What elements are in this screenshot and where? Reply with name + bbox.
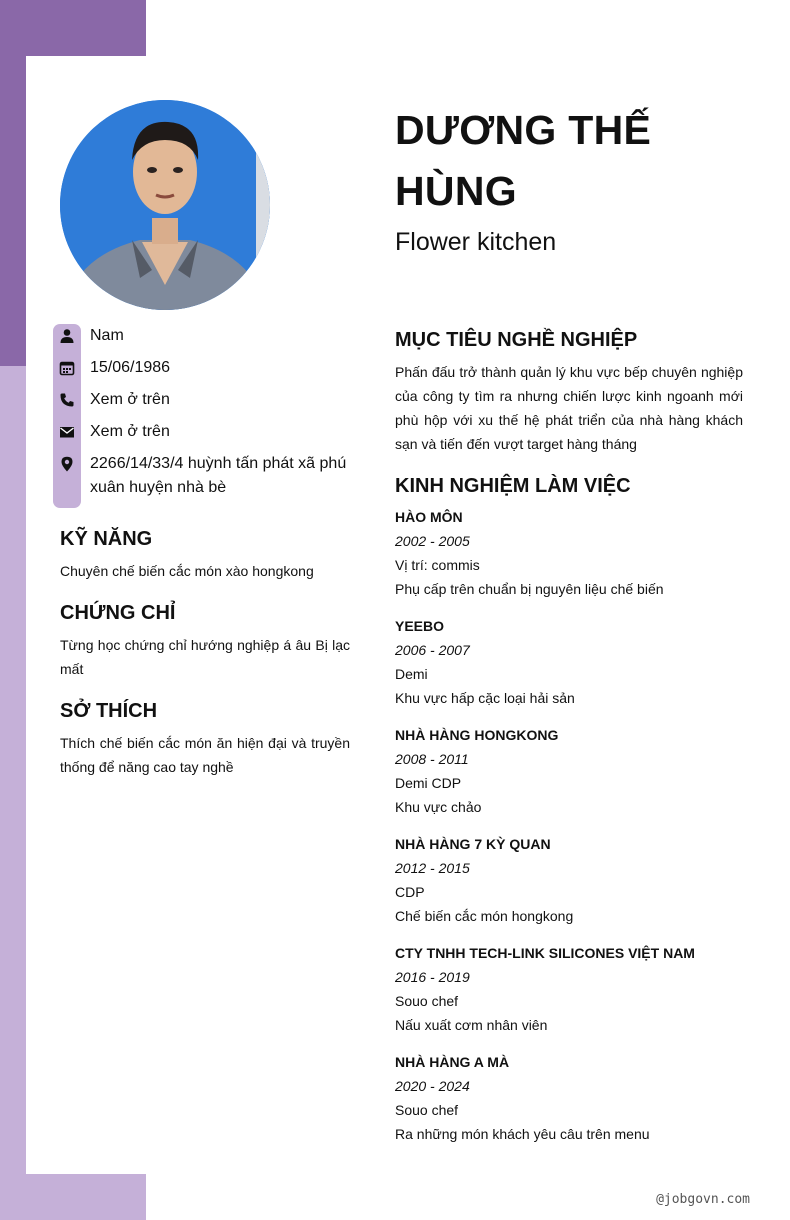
profile-photo — [60, 100, 270, 310]
certificates-text: Từng học chứng chỉ hướng nghiệp á âu Bị lạc mất — [60, 637, 350, 677]
job-years: 2002 - 2005 — [395, 533, 470, 549]
job-description: Khu vực hấp cặc loại hải sản — [395, 690, 575, 706]
envelope-icon — [59, 424, 75, 440]
skills-text: Chuyên chế biến cắc món xào hongkong — [60, 563, 314, 579]
location-pin-icon — [59, 456, 75, 472]
job-company: CTY TNHH TECH-LINK SILICONES VIỆT NAM — [395, 945, 695, 961]
experience-item — [395, 832, 755, 928]
contact-birthdate-text: 15/06/1986 — [90, 359, 171, 376]
contact-phone-text: Xem ở trên — [90, 391, 170, 408]
job-company: NHÀ HÀNG HONGKONG — [395, 727, 559, 743]
watermark: @jobgovn.com — [656, 1192, 750, 1207]
job-position: Souo chef — [395, 1102, 459, 1118]
hobbies-text: Thích chế biến cắc món ăn hiện đại và truyền thống để năng cao tay nghề — [60, 735, 350, 775]
job-company: HÀO MÔN — [395, 509, 463, 525]
experience-item — [395, 941, 755, 1037]
objective-text: Phấn đấu trở thành quản lý khu vực bếp chuyên nghiệp của công ty tìm ra nhưng chiến lược kinh ngoanh mới phù hộp với xu thế hệ phát triển của nhà hàng khách sạn và tiến đến vượt target hàng tháng — [395, 364, 743, 452]
job-years: 2020 - 2024 — [395, 1078, 470, 1094]
job-years: 2016 - 2019 — [395, 969, 470, 985]
job-years: 2006 - 2007 — [395, 642, 470, 658]
person-icon — [59, 328, 75, 344]
experience-item — [395, 614, 755, 710]
phone-icon — [59, 392, 75, 408]
contact-gender-text: Nam — [90, 327, 124, 344]
candidate-name: DƯƠNG THẾ HÙNG — [395, 107, 652, 214]
job-description: Khu vực chảo — [395, 799, 482, 815]
job-position: Demi — [395, 666, 428, 682]
experience-item — [395, 505, 755, 601]
hobbies-heading: SỞ THÍCH — [60, 700, 158, 722]
job-description: Ra những món khách yêu câu trên menu — [395, 1126, 650, 1142]
job-company: NHÀ HÀNG A MÀ — [395, 1054, 510, 1070]
job-description: Nấu xuất cơm nhân viên — [395, 1017, 548, 1033]
objective-heading: MỤC TIÊU NGHỀ NGHIỆP — [395, 329, 638, 351]
calendar-icon — [59, 360, 75, 376]
experience-heading: KINH NGHIỆM LÀM VIỆC — [395, 475, 631, 497]
skills-heading: KỸ NĂNG — [60, 528, 153, 550]
job-position: Vị trí: commis — [395, 557, 480, 573]
job-position: Souo chef — [395, 993, 459, 1009]
job-position: CDP — [395, 884, 425, 900]
job-title: Flower kitchen — [395, 228, 557, 256]
job-company: NHÀ HÀNG 7 KỲ QUAN — [395, 836, 551, 852]
experience-item — [395, 723, 755, 819]
contact-address-text: 2266/14/33/4 huỳnh tấn phát xã phú xuân huyện nhà bè — [90, 455, 347, 496]
job-description: Chế biến cắc món hongkong — [395, 908, 574, 924]
job-years: 2012 - 2015 — [395, 860, 470, 876]
certificates-heading: CHỨNG CHỈ — [60, 602, 176, 624]
experience-item — [395, 1050, 755, 1146]
contact-icon-bar — [53, 324, 81, 508]
job-position: Demi CDP — [395, 775, 462, 791]
contact-email-text: Xem ở trên — [90, 423, 170, 440]
job-years: 2008 - 2011 — [395, 751, 469, 767]
job-description: Phụ cấp trên chuẩn bị nguyên liệu chế biến — [395, 581, 664, 597]
job-company: YEEBO — [395, 618, 445, 634]
